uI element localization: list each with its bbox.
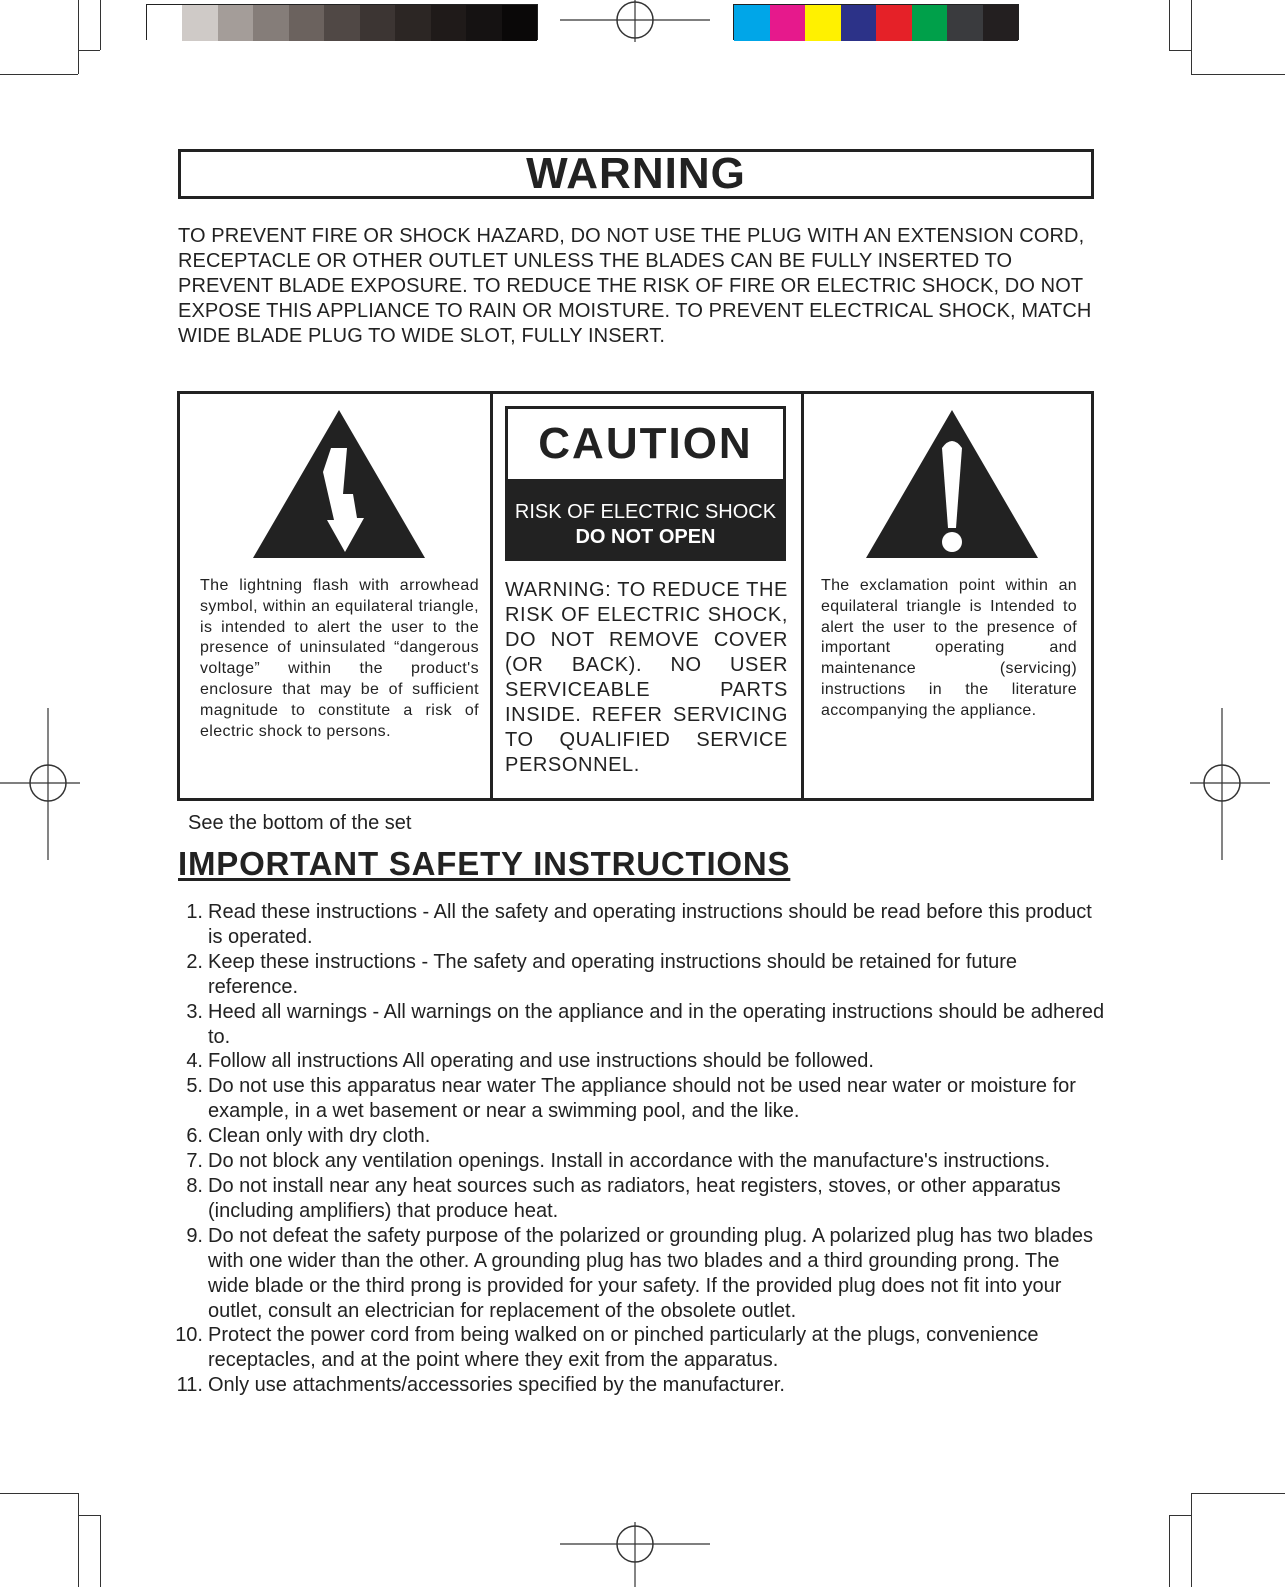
list-item (160, 1000, 1105, 1050)
list-item-number: 7. (186, 1150, 203, 1173)
list-item-number: 11. (176, 1374, 203, 1397)
list-item-number: 5. (186, 1075, 203, 1098)
registration-mark-left (0, 708, 80, 860)
grayscale-swatch (147, 5, 182, 41)
warning-title-box (178, 149, 1094, 199)
registration-mark-top (560, 0, 710, 42)
process-color-bar (733, 4, 1019, 40)
registration-mark-right (1190, 708, 1270, 860)
process-color-swatch (947, 5, 983, 41)
caution-label (505, 406, 786, 561)
list-item (160, 1124, 1105, 1149)
grayscale-swatch (182, 5, 217, 41)
grayscale-swatch (289, 5, 324, 41)
list-item (160, 1074, 1105, 1124)
caution-subtitle-block (508, 479, 783, 561)
process-color-swatch (983, 5, 1019, 41)
warning-title: WARNING (526, 149, 746, 198)
caution-description: WARNING: TO REDUCE THE RISK OF ELECTRIC SHOCK, DO NOT REMOVE COVER (OR BACK). NO USER SERVICEABLE PARTS INSIDE. REFER SERVICING TO QUALIFIED SERVICE PERSONNEL. (505, 579, 788, 776)
grayscale-swatch (502, 5, 537, 41)
process-color-swatch (912, 5, 948, 41)
list-item-text: Do not defeat the safety purpose of the polarized or grounding plug. A polarized plug has two blades with one wider than the other. A grounding plug has two blades and a third grounding prong. The wide blade or the third prong is provided for your safety. If the provided plug does not fit into your outlet, consult an electrician for replacement of the obsolete outlet. (208, 1224, 1094, 1322)
list-item (160, 950, 1105, 1000)
list-item (160, 1049, 1105, 1074)
list-item (160, 1373, 1105, 1398)
list-item-number: 1. (186, 901, 203, 923)
list-item-text: Do not use this apparatus near water The appliance should not be used near water or moisture for example, in a wet basement or near a swimming pool, and the like. (208, 1075, 1076, 1123)
safety-instructions-list (160, 900, 1105, 1398)
lightning-symbol-description: The lightning flash with arrowhead symbol, within an equilateral triangle, is intended to alert the user to the presence of uninsulated “dangerous voltage” within the product's enclosure that may be of sufficient magnitude to constitute a risk of electric shock to persons. (200, 577, 479, 740)
list-item-text: Do not install near any heat sources such as radiators, heat registers, stoves, or other apparatus (including amplifiers) that produce heat. (208, 1174, 1061, 1222)
see-bottom-note: See the bottom of the set (188, 812, 412, 834)
list-item-number: 10. (175, 1324, 203, 1347)
list-item (160, 1224, 1105, 1324)
process-color-swatch (734, 5, 770, 41)
caution-risk-line: RISK OF ELECTRIC SHOCK (514, 501, 777, 523)
list-item-number: 9. (186, 1224, 203, 1247)
list-item (160, 1174, 1105, 1224)
list-item-number: 8. (186, 1174, 203, 1197)
grayscale-swatch (324, 5, 359, 41)
list-item-text: Follow all instructions All operating and use instructions should be followed. (208, 1050, 874, 1073)
caution-do-not-open: DO NOT OPEN (575, 526, 716, 548)
lightning-triangle-icon (253, 410, 425, 563)
grayscale-swatch (360, 5, 395, 41)
list-item (160, 900, 1105, 950)
panel-divider (490, 394, 493, 798)
list-item-number: 4. (186, 1050, 203, 1073)
warning-text: TO PREVENT FIRE OR SHOCK HAZARD, DO NOT USE THE PLUG WITH AN EXTENSION CORD, RECEPTACLE OR OTHER OUTLET UNLESS THE BLADES CAN BE FULLY INSERTED TO PREVENT BLADE EXPOSURE. TO REDUCE THE RISK OF FIRE OR ELECTRIC SHOCK, DO NOT EXPOSE THIS APPLIANCE TO RAIN OR MOISTURE. TO PREVENT ELECTRICAL SHOCK, MATCH WIDE BLADE PLUG TO WIDE SLOT, FULLY INSERT. (178, 225, 1092, 347)
list-item-number: 2. (186, 950, 203, 973)
panel-divider (801, 394, 804, 798)
list-item-text: Only use attachments/accessories specified by the manufacturer. (208, 1374, 785, 1397)
safety-instructions-title: IMPORTANT SAFETY INSTRUCTIONS (178, 845, 791, 882)
grayscale-color-bar (146, 4, 538, 40)
caution-title: CAUTION (538, 419, 753, 468)
list-item-text: Protect the power cord from being walked on or pinched particularly at the plugs, convenience receptacles, and at the point where they exit from the apparatus. (208, 1324, 1039, 1372)
process-color-swatch (876, 5, 912, 41)
list-item-number: 6. (186, 1125, 203, 1148)
list-item-text: Keep these instructions - The safety and operating instructions should be retained for future reference. (208, 950, 1018, 998)
exclamation-triangle-icon (866, 410, 1038, 563)
grayscale-swatch (218, 5, 253, 41)
list-item-text: Clean only with dry cloth. (208, 1125, 431, 1148)
grayscale-swatch (431, 5, 466, 41)
process-color-swatch (841, 5, 877, 41)
process-color-swatch (805, 5, 841, 41)
grayscale-swatch (253, 5, 288, 41)
exclamation-symbol-description: The exclamation point within an equilateral triangle is Intended to alert the user to the presence of important operating and maintenance (servicing) instructions in the literature accompanying the appliance. (821, 577, 1077, 719)
grayscale-swatch (466, 5, 501, 41)
safety-symbols-panel (177, 391, 1094, 801)
list-item (160, 1323, 1105, 1373)
registration-mark-bottom (560, 1522, 710, 1587)
list-item-text: Heed all warnings - All warnings on the appliance and in the operating instructions should be adhered to. (208, 1000, 1105, 1048)
list-item-text: Do not block any ventilation openings. Install in accordance with the manufacture's instructions. (208, 1150, 1051, 1173)
process-color-swatch (770, 5, 806, 41)
list-item (160, 1149, 1105, 1174)
grayscale-swatch (395, 5, 430, 41)
list-item-number: 3. (186, 1000, 203, 1023)
list-item-text: Read these instructions - All the safety and operating instructions should be read before this product is operated. (208, 901, 1092, 948)
